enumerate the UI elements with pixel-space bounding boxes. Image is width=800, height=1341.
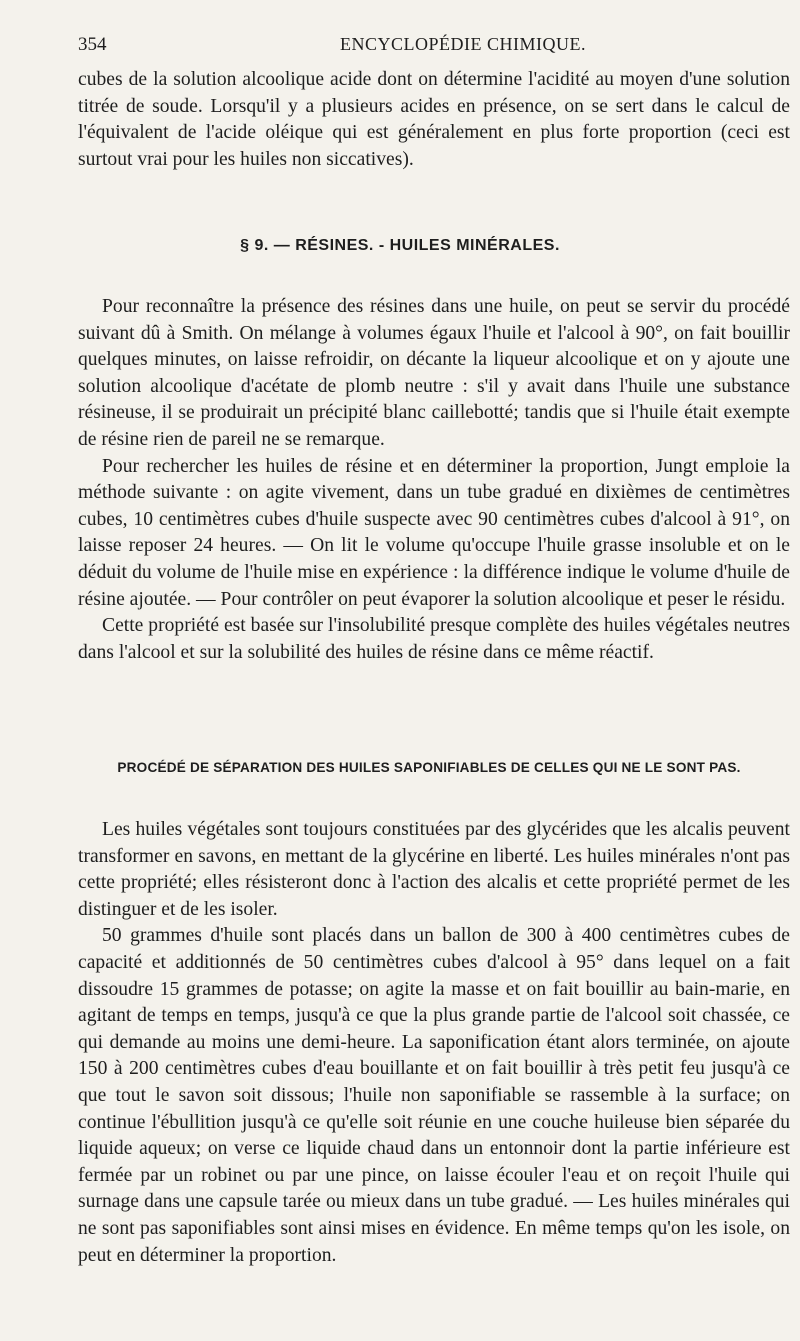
intro-paragraph: cubes de la solution alcoolique acide dont on détermine l'acidité au moyen d'une solution titrée de soude. Lorsqu'il y a plusieurs acides en présence, on se sert dans le calcul de l'équivalent de l'acide oléique qui est généralement en plus forte proportion (ceci est surtout vrai pour les huiles non siccatives).	[78, 69, 790, 170]
section-paragraph: Pour rechercher les huiles de résine et en déterminer la proportion, Jungt emploie la méthode suivante : on agite vivement, dans un tube gradué en dixièmes de centimètres cubes, 10 centimètres cubes d'huile suspecte avec 90 centimètres cubes d'alcool à 91°, on laisse reposer 24 heures. — On lit le volume qu'occupe l'huile grasse insoluble et on le déduit du volume de l'huile mise en expérience : la différence indique le volume d'huile de résine ajoutée. — Pour contrôler on peut évaporer la solution alcoolique et peser le résidu.	[78, 455, 790, 610]
running-header	[78, 34, 768, 56]
section-paragraph: Pour reconnaître la présence des résines dans une huile, on peut se servir du procédé suivant dû à Smith. On mélange à volumes égaux l'huile et l'alcool à 90°, on fait bouillir quelques minutes, on laisse refroidir, on décante la liqueur alcoolique et on y ajoute une solution alcoolique d'acétate de plomb neutre : s'il y avait dans l'huile une substance résineuse, il se produirait un précipité blanc caillebotté; tandis que si l'huile était exempte de résine rien de pareil ne se remarque.	[78, 296, 790, 450]
subsection-text-block	[78, 817, 790, 1269]
section-paragraph: Cette propriété est basée sur l'insolubilité presque complète des huiles végétales neutres dans l'alcool et sur la solubilité des huiles de résine dans ce même réactif.	[78, 615, 790, 663]
page-number: 354	[78, 34, 107, 55]
running-title: ENCYCLOPÉDIE CHIMIQUE.	[340, 34, 586, 54]
subsection-paragraph: 50 grammes d'huile sont placés dans un ballon de 300 à 400 centimètres cubes de capacité et additionnés de 50 centimètres cubes d'alcool à 95° dans lequel on a fait dissoudre 15 grammes de potasse; on agite la masse et on fait bouillir au bain-marie, en agitant de temps en temps, jusqu'à ce que la plus grande partie de l'alcool soit chassée, ce qui demande au moins une demi-heure. La saponification étant alors terminée, on ajoute 150 à 200 centimètres cubes d'eau bouillante et on fait bouillir à très petit feu jusqu'à ce que tout le savon soit dissous; l'huile non saponifiable se rassemble à la surface; on continue l'ébullition jusqu'à ce qu'elle soit réunie en une couche huileuse bien séparée du liquide aqueux; on verse ce liquide chaud dans un entonnoir dont la partie inférieure est fermée par un robinet ou par une pince, on laisse écouler l'eau et on reçoit l'huile qui surnage dans une capsule tarée ou mieux dans un tube gradué. — Les huiles minérales qui ne sont pas saponifiables sont ainsi mises en évidence. En même temps qu'on les isole, on peut en déterminer la proportion.	[78, 925, 790, 1266]
intro-text-block	[78, 67, 790, 173]
subsection-heading: PROCÉDÉ DE SÉPARATION DES HUILES SAPONIFIABLES DE CELLES QUI NE LE SONT PAS.	[117, 760, 741, 775]
section-text-block	[78, 294, 790, 666]
section-heading: § 9. — RÉSINES. - HUILES MINÉRALES.	[240, 237, 560, 254]
subsection-paragraph: Les huiles végétales sont toujours constituées par des glycérides que les alcalis peuvent transformer en savons, en mettant de la glycérine en liberté. Les huiles minérales n'ont pas cette propriété; elles résisteront donc à l'action des alcalis et cette propriété permet de les distinguer et de les isoler.	[78, 819, 790, 920]
